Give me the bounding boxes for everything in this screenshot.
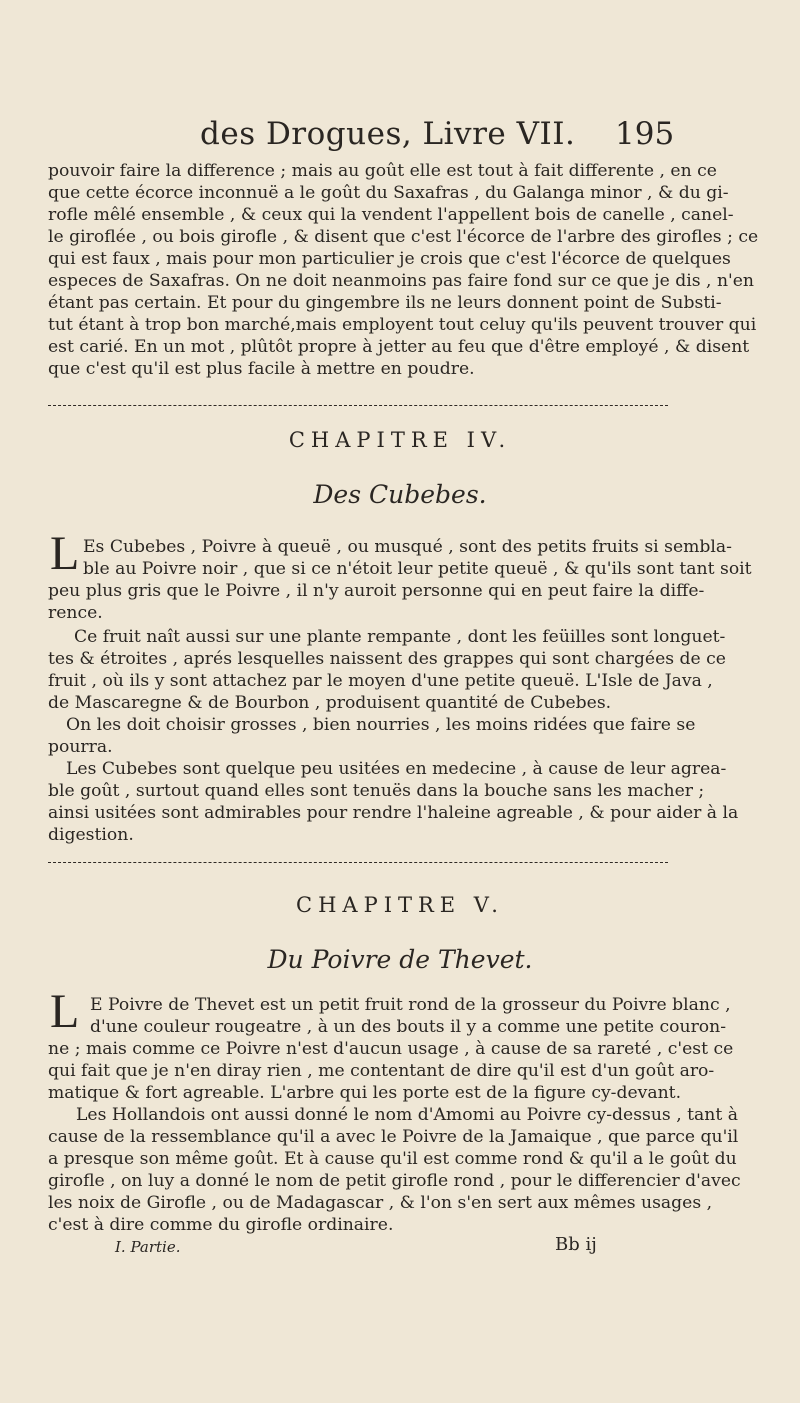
text-line: que cette écorce inconnuë a le goût du Saxafras , du Galanga minor , & du gi-: [48, 183, 729, 203]
text-line: les noix de Girofle , ou de Madagascar , & l'on s'en sert aux mêmes usages ,: [48, 1193, 713, 1213]
text-line: Ce fruit naît aussi sur une plante rempante , dont les feüilles sont longuet-: [74, 627, 726, 647]
text-line: a presque son même goût. Et à cause qu'il est comme rond & qu'il a le goût du: [48, 1149, 737, 1169]
text-line: tes & étroites , aprés lesquelles naissent des grappes qui sont chargées de ce: [48, 649, 726, 669]
text-line: est carié. En un mot , plûtôt propre à jetter au feu que d'être employé , & disent: [48, 337, 750, 357]
text-line: de Mascaregne & de Bourbon , produisent quantité de Cubebes.: [48, 693, 612, 713]
chapter-title: Des Cubebes.: [313, 480, 487, 509]
text-line: cause de la ressemblance qu'il a avec le Poivre de la Jamaique , que parce qu'il: [48, 1127, 739, 1147]
text-line: qui fait que je n'en diray rien , me contentant de dire qu'il est d'un goût aro-: [48, 1061, 715, 1081]
text-line: tut étant à trop bon marché,mais employent tout celuy qu'ils peuvent trouver qui: [48, 315, 757, 335]
drop-cap: L: [50, 527, 80, 580]
text-line: peu plus gris que le Poivre , il n'y auroit personne qui en peut faire la diffe-: [48, 581, 705, 601]
text-line: qui est faux , mais pour mon particulier je crois que c'est l'écorce de quelques: [48, 249, 731, 269]
text-line: Les Cubebes sont quelque peu usitées en medecine , à cause de leur agrea-: [66, 759, 727, 779]
text-line: Es Cubebes , Poivre à queuë , ou musqué , sont des petits fruits si sembla-: [83, 537, 732, 557]
signature-mark: Bb ij: [555, 1234, 597, 1255]
text-line: rofle mêlé ensemble , & ceux qui la vendent l'appellent bois de canelle , canel-: [48, 205, 734, 225]
text-line: ble au Poivre noir , que si ce n'étoit leur petite queuë , & qu'ils sont tant soit: [83, 559, 752, 579]
text-line: Les Hollandois ont aussi donné le nom d'Amomi au Poivre cy-dessus , tant à: [76, 1105, 738, 1125]
signature: I. Partie.: [115, 1238, 181, 1256]
text-line: étant pas certain. Et pour du gingembre ils ne leurs donnent point de Substi-: [48, 293, 722, 313]
chapter-heading: CHAPITRE V.: [296, 893, 504, 917]
text-line: d'une couleur rougeatre , à un des bouts il y a comme une petite couron-: [90, 1017, 727, 1037]
section-divider: [48, 405, 668, 406]
text-line: ainsi usitées sont admirables pour rendre l'haleine agreable , & pour aider à la: [48, 803, 739, 823]
text-line: pourra.: [48, 737, 113, 757]
text-line: c'est à dire comme du girofle ordinaire.: [48, 1215, 394, 1235]
page-header: [0, 112, 800, 162]
text-line: rence.: [48, 603, 103, 623]
text-line: ne ; mais comme ce Poivre n'est d'aucun usage , à cause de sa rareté , c'est ce: [48, 1039, 734, 1059]
text-line: girofle , on luy a donné le nom de petit girofle rond , pour le differencier d'avec: [48, 1171, 741, 1191]
text-line: le giroflée , ou bois girofle , & disent que c'est l'écorce de l'arbre des girofles ; ce: [48, 227, 759, 247]
text-line: On les doit choisir grosses , bien nourries , les moins ridées que faire se: [66, 715, 696, 735]
running-title: des Drogues, Livre VII.: [200, 116, 576, 152]
text-line: digestion.: [48, 825, 134, 845]
chapter-title: Du Poivre de Thevet.: [267, 945, 533, 974]
text-line: pouvoir faire la difference ; mais au goût elle est tout à fait differente , en ce: [48, 161, 717, 181]
chapter-heading: CHAPITRE IV.: [288, 428, 512, 452]
section-divider: [48, 862, 668, 863]
text-line: fruit , où ils y sont attachez par le moyen d'une petite queuë. L'Isle de Java ,: [48, 671, 713, 691]
text-line: especes de Saxafras. On ne doit neanmoins pas faire fond sur ce que je dis , n'en: [48, 271, 754, 291]
text-line: matique & fort agreable. L'arbre qui les porte est de la figure cy-devant.: [48, 1083, 682, 1103]
text-line: E Poivre de Thevet est un petit fruit rond de la grosseur du Poivre blanc ,: [90, 995, 731, 1015]
drop-cap: L: [50, 985, 80, 1038]
text-line: ble goût , surtout quand elles sont tenuës dans la bouche sans les macher ;: [48, 781, 705, 801]
page-number: 195: [615, 116, 675, 152]
text-line: que c'est qu'il est plus facile à mettre en poudre.: [48, 359, 475, 379]
